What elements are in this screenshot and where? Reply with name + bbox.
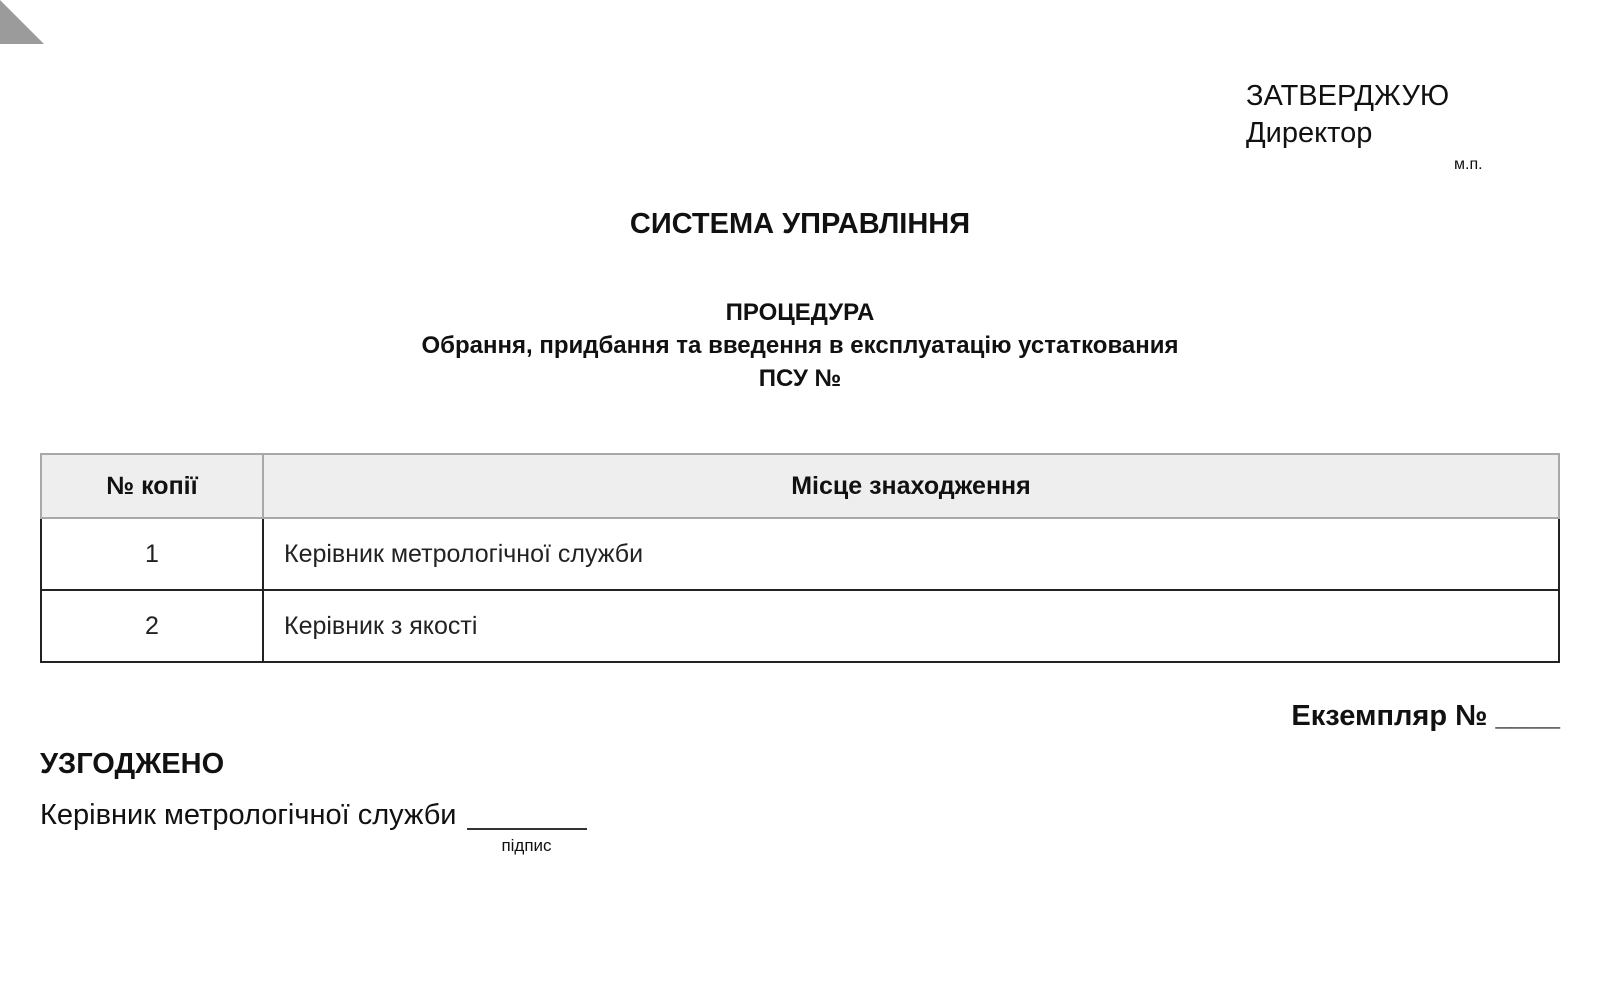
table-row (41, 590, 1559, 662)
table-row (41, 518, 1559, 590)
signature-field (467, 796, 587, 855)
agreement-line (40, 796, 587, 855)
location-cell: Керівник з якості (263, 590, 1559, 662)
approval-stamp: м.п. (1454, 156, 1483, 173)
procedure-label: ПРОЦЕДУРА (725, 299, 875, 326)
header-copy-number: № копії (41, 454, 263, 518)
header-location: Місце знаходження (263, 454, 1559, 518)
signature-line (467, 828, 587, 830)
procedure-block (0, 296, 1600, 395)
table-header-row (41, 454, 1559, 518)
signature-label: підпис (501, 836, 552, 855)
page-corner-fold-icon (0, 0, 44, 44)
exemplar-number: Екземпляр № ____ (1291, 700, 1560, 732)
system-title: СИСТЕМА УПРАВЛІННЯ (629, 208, 971, 240)
copy-number-cell: 2 (41, 590, 263, 662)
agreement-title: УЗГОДЖЕНО (40, 748, 225, 780)
agreement-person: Керівник метрологічної служби (40, 799, 457, 831)
location-cell: Керівник метрологічної служби (263, 518, 1559, 590)
approval-block (1246, 78, 1546, 173)
approval-role: Директор (1246, 117, 1373, 149)
approval-title: ЗАТВЕРДЖУЮ (1246, 80, 1450, 112)
copy-number-cell: 1 (41, 518, 263, 590)
procedure-name: Обрання, придбання та введення в експлуатацію устаткования (421, 332, 1179, 359)
copies-table (40, 453, 1560, 663)
procedure-code: ПСУ № (758, 365, 842, 392)
